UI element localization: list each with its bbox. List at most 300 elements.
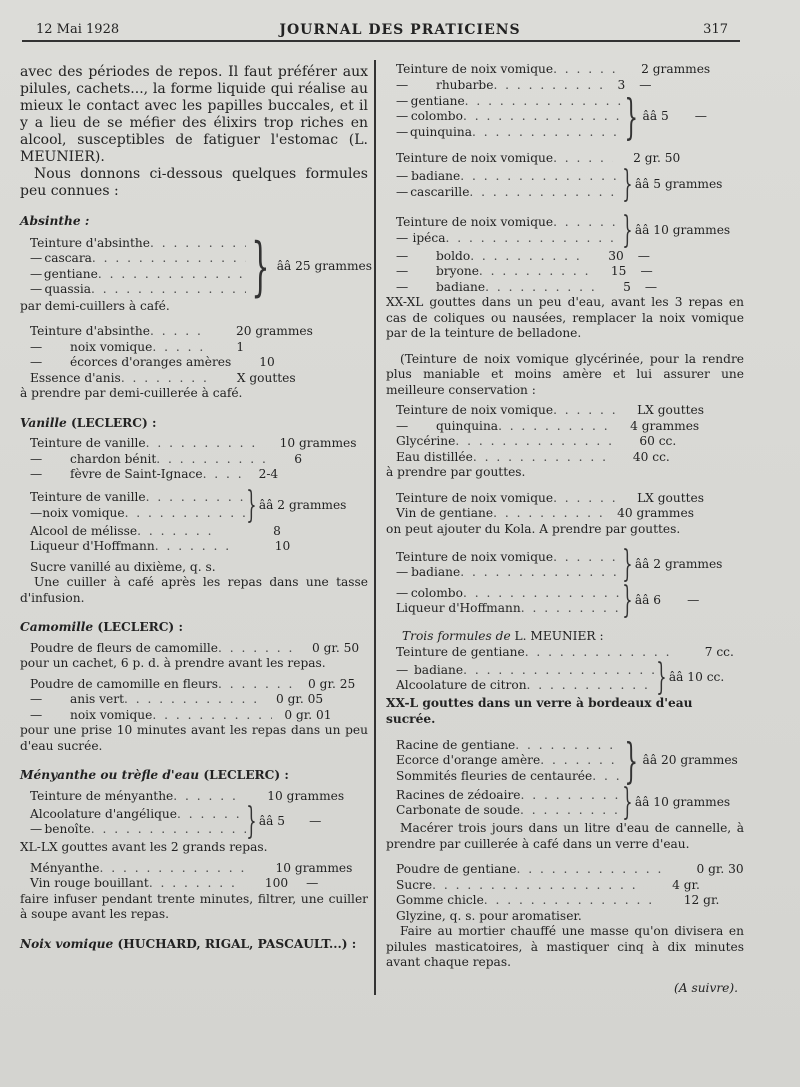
formula-line <box>386 788 622 804</box>
formula-line <box>386 769 622 785</box>
text: ââ 5 grammes <box>634 176 723 191</box>
text: Alcoolature de citron <box>396 678 527 692</box>
text: Teinture de noix vomique <box>396 151 554 165</box>
text-block <box>386 537 744 547</box>
formula-line <box>386 434 744 450</box>
formula-line <box>386 803 622 819</box>
text: 100 <box>264 876 289 890</box>
formula-line <box>386 893 744 909</box>
text: — fèvre de Saint-Ignace <box>70 467 203 481</box>
text: Teinture de noix vomique <box>396 62 554 76</box>
text: XL-LX gouttes avant les 2 grands repas. <box>20 840 268 854</box>
formula-line <box>386 601 622 617</box>
dot-leader <box>485 280 595 296</box>
text: Vin rouge bouillant <box>30 876 149 890</box>
text: ââ 6 <box>634 593 662 608</box>
dot-leader <box>515 738 622 754</box>
text: 0 gr. 01 <box>284 707 332 722</box>
text-block <box>20 490 246 521</box>
formula-line <box>20 861 368 877</box>
dot-leader <box>173 789 243 805</box>
formula-line <box>386 109 622 125</box>
formula-line <box>20 236 246 252</box>
text: Sucre <box>396 877 433 892</box>
formula-line <box>20 355 368 371</box>
text-block <box>20 807 246 838</box>
text-block <box>386 342 744 352</box>
formula-line <box>20 708 368 724</box>
text: ââ 10 grammes <box>634 795 731 810</box>
text: 10 grammes <box>279 436 357 450</box>
formula-line <box>386 215 622 231</box>
brace-mark: } <box>622 580 633 621</box>
dot-leader <box>469 185 622 201</box>
dot-leader <box>155 539 235 555</box>
dot-leader <box>150 324 206 340</box>
text: 12 gr. <box>683 893 720 907</box>
text: — cascara <box>44 251 92 265</box>
dot-leader <box>592 769 622 785</box>
text: Teinture de noix vomique <box>396 549 554 564</box>
text: — boldo <box>436 248 471 263</box>
text: 40 cc. <box>632 449 670 464</box>
text: — colombo <box>410 585 463 600</box>
dot-leader <box>125 506 246 522</box>
formula-line <box>20 789 368 805</box>
text: Gomme chicle <box>396 893 484 907</box>
dot-leader <box>463 586 622 602</box>
text: Noix vomique <box>20 936 114 951</box>
formula-line <box>386 169 622 185</box>
formula-line <box>386 403 744 419</box>
text: Poudre de camomille en fleurs <box>30 676 219 691</box>
to-be-continued: (A suivre). <box>674 980 738 995</box>
text-block <box>386 738 622 785</box>
text: 6 <box>294 451 303 466</box>
text: — colombo <box>410 109 463 124</box>
dot-leader <box>124 692 264 708</box>
text: Poudre de gentiane <box>396 862 517 876</box>
text-block <box>20 754 368 764</box>
dot-leader <box>553 403 623 419</box>
text: 2 gr. 50 <box>633 151 681 165</box>
text: à prendre par gouttes. <box>386 465 526 479</box>
text: 30 <box>608 248 624 263</box>
text: Trois formules de <box>402 629 511 643</box>
formula-line <box>20 371 368 387</box>
formula-line <box>386 151 744 167</box>
text: Teinture de noix vomique <box>396 490 554 505</box>
text: ââ 2 grammes <box>258 497 347 512</box>
text: Ményanthe ou trèfle d'eau <box>20 768 200 782</box>
text: Teinture de ményanthe <box>30 788 174 803</box>
formula-line <box>20 807 246 823</box>
brace-mark: } <box>622 782 633 823</box>
brace-mark: } <box>622 163 633 205</box>
text: — noix vomique <box>70 707 153 722</box>
brace-mark: } <box>251 229 270 304</box>
text-block <box>386 619 744 629</box>
dot-leader <box>152 708 272 724</box>
dot-leader <box>472 125 622 141</box>
formula-line: — badiane . . . 5 — <box>386 280 744 296</box>
section-noix-vomique <box>20 937 368 953</box>
text: 4 grammes <box>630 418 700 433</box>
right-column <box>386 62 744 996</box>
text-block <box>386 550 622 581</box>
text: 0 gr. 30 <box>696 862 744 876</box>
text: Teinture de noix vomique <box>396 403 554 417</box>
text: Racine de gentiane <box>396 737 516 752</box>
dot-leader <box>460 169 622 185</box>
text: (LECLERC) : <box>203 768 289 782</box>
formula-line <box>20 677 368 693</box>
brace-mark: } <box>624 89 639 145</box>
text: — cascarille <box>410 184 470 199</box>
text: X gouttes <box>236 370 296 385</box>
dot-leader <box>521 601 622 617</box>
text: ââ 2 grammes <box>634 557 723 572</box>
text: Faire au mortier chauffé une masse qu'on divisera en pilules masticatoires, à mastiquer cinq à dix minutes avant chaque repas. <box>386 924 744 969</box>
section-menyanthe <box>20 768 368 784</box>
text: faire infuser pendant trente minutes, filtrer, une cuiller à soupe avant les repas. <box>20 891 368 921</box>
dot-leader <box>493 506 603 522</box>
dot-leader <box>92 251 246 267</box>
text: ââ 10 grammes <box>634 222 731 237</box>
formula-group <box>20 229 372 304</box>
formula-line <box>386 738 622 754</box>
dot-leader <box>479 264 589 280</box>
dot-leader <box>146 490 246 506</box>
formula-line <box>20 282 246 298</box>
dot-leader <box>484 893 654 909</box>
formula-line <box>386 878 744 894</box>
text: — gentiane <box>43 266 98 281</box>
text: 8 <box>273 523 281 538</box>
page-number: 317 <box>703 22 728 37</box>
text: Racines de zédoaire <box>396 787 521 802</box>
issue-date: 12 Mai 1928 <box>36 22 120 37</box>
dot-leader <box>473 450 613 466</box>
text: Teinture d'absinthe <box>30 324 150 338</box>
formula-line <box>20 524 368 540</box>
text-block <box>386 481 744 491</box>
text-block <box>386 169 622 200</box>
brace-mark: } <box>622 544 633 585</box>
text: 15 <box>610 264 627 278</box>
formula-line <box>20 506 246 522</box>
text-block <box>20 402 368 412</box>
formula-group <box>386 657 744 698</box>
text: Vin de gentiane <box>396 506 494 520</box>
text-block <box>20 606 368 616</box>
text-block <box>386 852 744 862</box>
text-block <box>386 203 744 213</box>
dot-leader <box>455 434 615 450</box>
brace-mark: } <box>246 801 257 842</box>
formula-line <box>386 450 744 466</box>
dot-leader <box>91 282 246 298</box>
formula-line <box>386 663 656 679</box>
text: 2 grammes <box>641 62 711 76</box>
formula-line: Vin rouge bouillant . . . 100 — <box>20 876 368 892</box>
text: (Teinture de noix vomique glycérinée, pour la rendre plus maniable et moins amère et lui assurer une meilleure conservation : <box>386 351 744 397</box>
formula-line <box>386 62 744 78</box>
text-block <box>386 788 622 819</box>
formula-line <box>386 586 622 602</box>
text: ââ 20 grammes <box>642 753 738 768</box>
dot-leader <box>521 788 623 804</box>
text: — badiane <box>436 279 486 294</box>
text: pour une prise 10 minutes avant les repas dans un peu d'eau sucrée. <box>20 723 368 753</box>
section-camomille <box>20 620 368 636</box>
formula-line <box>386 678 656 694</box>
header-rule <box>22 40 740 42</box>
formula-line: — boldo . . . 30 — <box>386 249 744 265</box>
formula-line <box>386 550 622 566</box>
text: Sommités fleuries de centaurée <box>396 768 593 783</box>
dot-leader <box>137 524 217 540</box>
text-block <box>386 141 744 151</box>
text-block <box>386 663 656 694</box>
journal-title: JOURNAL DES PRATICIENS <box>279 22 521 38</box>
text: — rhubarbe <box>436 77 494 92</box>
text: 10 <box>274 539 291 553</box>
text: Vanille <box>20 415 67 430</box>
text: ââ 10 cc. <box>668 670 725 685</box>
dot-leader <box>553 62 623 78</box>
text: Glyzine, q. s. pour aromatiser. <box>396 908 582 923</box>
formula-group <box>20 484 368 526</box>
formula-group <box>386 209 744 251</box>
text: — noix vomique <box>42 505 125 520</box>
formula-group <box>386 733 744 789</box>
formula-line <box>20 692 368 708</box>
formula-line <box>20 490 246 506</box>
dot-leader <box>553 550 622 566</box>
brace-mark: } <box>656 657 667 698</box>
text: 10 grammes <box>275 860 353 875</box>
dot-leader <box>146 436 256 452</box>
text: 7 cc. <box>704 644 734 659</box>
formula-line <box>20 822 246 838</box>
text: Teinture d'absinthe <box>30 235 150 250</box>
formula-line <box>20 436 368 452</box>
formula-line <box>386 419 744 435</box>
text: Liqueur d'Hoffmann <box>396 601 521 615</box>
formula-line <box>20 452 368 468</box>
text: LX gouttes <box>637 403 704 417</box>
dot-leader <box>203 467 243 483</box>
formula-line <box>386 862 744 878</box>
text: Teinture de vanille <box>30 490 146 504</box>
text: Macérer trois jours dans un litre d'eau de cannelle, à prendre par cuillerée à café dans un verre d'eau. <box>386 821 744 851</box>
text: 0 gr. 05 <box>275 692 324 706</box>
text: Teinture de gentiane <box>396 644 525 659</box>
formula-line <box>20 340 368 356</box>
text: 4 gr. <box>672 877 700 892</box>
text: (LECLERC) : <box>97 620 183 634</box>
text: 0 gr. 50 <box>311 640 360 655</box>
text: — chardon bénit <box>70 451 157 466</box>
dot-leader <box>150 236 246 252</box>
dot-leader <box>432 878 642 894</box>
formula-line <box>386 231 622 247</box>
dot-leader <box>527 678 656 694</box>
text: (LECLERC) : <box>71 415 157 430</box>
text-block <box>20 923 368 933</box>
dot-leader <box>470 249 580 265</box>
formula-line <box>386 125 622 141</box>
text: 0 gr. 25 <box>308 676 356 691</box>
dot-leader <box>553 215 622 231</box>
text-block <box>386 971 744 981</box>
formula-line <box>20 467 368 483</box>
dot-leader <box>553 151 613 167</box>
text-block <box>20 314 368 324</box>
text: 40 grammes <box>617 506 694 520</box>
dot-leader <box>177 807 246 823</box>
text-block <box>20 236 246 298</box>
section-vanille <box>20 416 368 432</box>
dot-leader <box>525 645 675 661</box>
text: — bryone <box>436 264 479 278</box>
formula-group: Alcoolature d'angélique . . . — benoîte . . . } ââ 5 — <box>20 804 368 840</box>
dot-leader <box>149 876 239 892</box>
formula-line <box>386 645 744 661</box>
formula-line <box>20 267 246 283</box>
text-block <box>386 215 622 246</box>
dot-leader <box>553 491 623 507</box>
formula-line <box>20 324 368 340</box>
text: XX-XL gouttes dans un peu d'eau, avant les 3 repas en cas de coliques ou nausées, remplacer la noix vomique par de la teinture de belladone. <box>386 295 744 340</box>
text: ââ 5 <box>258 814 286 829</box>
usage-note: à prendre par demi-cuillerée à café. <box>20 386 243 400</box>
text-block <box>20 200 368 210</box>
dot-leader <box>445 231 622 247</box>
text: L. MEUNIER : <box>514 629 604 643</box>
formula-line <box>386 185 622 201</box>
text: Sucre vanillé au dixième, q. s. <box>30 559 216 574</box>
formula-group <box>386 163 744 205</box>
text: 10 grammes <box>267 788 345 803</box>
dot-leader <box>218 641 298 657</box>
dot-leader <box>498 419 608 435</box>
text: Une cuiller à café après les repas dans une tasse d'infusion. <box>20 575 368 605</box>
formula-line: — rhubarbe . . . 3 — <box>386 78 744 94</box>
text: Liqueur d'Hoffmann <box>30 539 155 553</box>
usage-note: par demi-cuillers à café. <box>20 298 170 313</box>
text: 5 <box>623 279 631 294</box>
text: Ményanthe <box>30 860 100 875</box>
text: 20 grammes <box>235 324 313 338</box>
text: — quinquina <box>409 124 473 139</box>
formula-group: — colombo . . . Liqueur d'Hoffmann . . . } ââ 6 — <box>386 583 744 619</box>
text: — quassia <box>44 282 92 296</box>
dot-leader <box>516 862 666 878</box>
formula-line <box>20 641 368 657</box>
text: — badiane <box>414 662 464 677</box>
text: — quinquina <box>436 418 499 433</box>
group-quantity: ââ 25 grammes <box>276 258 372 273</box>
dot-leader <box>463 109 622 125</box>
text: — noix vomique <box>70 339 153 354</box>
text: — badiane <box>411 169 461 183</box>
dot-leader <box>156 452 266 468</box>
text: 60 cc. <box>639 434 677 448</box>
dot-leader <box>218 677 298 693</box>
brace-mark: } <box>246 484 257 526</box>
formula-line <box>20 539 368 555</box>
dot-leader <box>121 371 211 387</box>
text: Alcool de mélisse <box>30 523 138 538</box>
text: — anis vert <box>70 692 124 706</box>
formula-line <box>20 251 246 267</box>
text: Camomille <box>20 620 94 634</box>
dot-leader <box>493 78 603 94</box>
text: 2-4 <box>258 467 279 481</box>
text: Alcoolature d'angélique <box>30 806 177 821</box>
section-absinthe: Absinthe : <box>20 214 90 228</box>
dot-leader <box>460 565 622 581</box>
text-block <box>386 94 622 141</box>
formula-line: — bryone . . . 15 — <box>386 264 744 280</box>
text-block <box>386 586 622 617</box>
formula-group <box>386 544 744 585</box>
dot-leader <box>540 753 622 769</box>
brace-mark: } <box>624 733 639 789</box>
formula-line <box>386 506 744 522</box>
formula-line <box>386 94 622 110</box>
dot-leader <box>465 94 622 110</box>
text: Teinture de noix vomique <box>396 215 554 229</box>
text: — gentiane <box>410 93 465 108</box>
text: Teinture de vanille <box>30 436 146 450</box>
formula-line <box>386 753 622 769</box>
text: — écorces d'oranges amères <box>70 355 232 369</box>
text: Essence d'anis <box>30 370 121 385</box>
text: Carbonate de soude <box>396 803 520 817</box>
dot-leader <box>463 663 656 679</box>
text: ââ 5 <box>642 109 669 124</box>
text: 3 <box>617 77 626 92</box>
text: XX-L gouttes dans un verre à bordeaux d'eau sucrée. <box>386 696 693 726</box>
intro-paragraph: avec des périodes de repos. Il faut préférer aux pilules, cachets..., la forme liquide qui réalise au mieux le contact avec les papilles buccales, et il y a lieu de se méfier des élixirs trop riches en alcool, susceptibles de fatiguer l'estomac (L. MEUNIER). <box>20 64 368 165</box>
dot-leader <box>152 340 208 356</box>
dot-leader <box>98 267 246 283</box>
text: — benoîte <box>44 822 91 836</box>
text: Eau distillée <box>396 449 473 464</box>
text: — badiane <box>411 565 461 579</box>
text: pour un cachet, 6 p. d. à prendre avant les repas. <box>20 656 326 670</box>
text-block <box>386 629 744 645</box>
text: Ecorce d'orange amère <box>396 753 541 768</box>
text: Glycérine <box>396 434 456 448</box>
formula-group: — gentiane . . . — colombo . . . — quinquina . . . } ââ 5 — <box>386 93 744 141</box>
text: 10 <box>259 355 275 369</box>
dot-leader <box>100 861 250 877</box>
formula-line <box>386 491 744 507</box>
text: 1 <box>236 339 245 354</box>
dot-leader <box>91 822 246 838</box>
intro-paragraph-2: Nous donnons ci-dessous quelques formules peu connues : <box>20 166 368 199</box>
dot-leader <box>520 803 622 819</box>
formula-line <box>386 565 622 581</box>
left-column <box>20 64 372 952</box>
text: Poudre de fleurs de camomille <box>30 640 218 655</box>
text: (HUCHARD, RIGAL, PASCAULT...) : <box>117 936 357 951</box>
text: — ipéca <box>412 230 446 245</box>
